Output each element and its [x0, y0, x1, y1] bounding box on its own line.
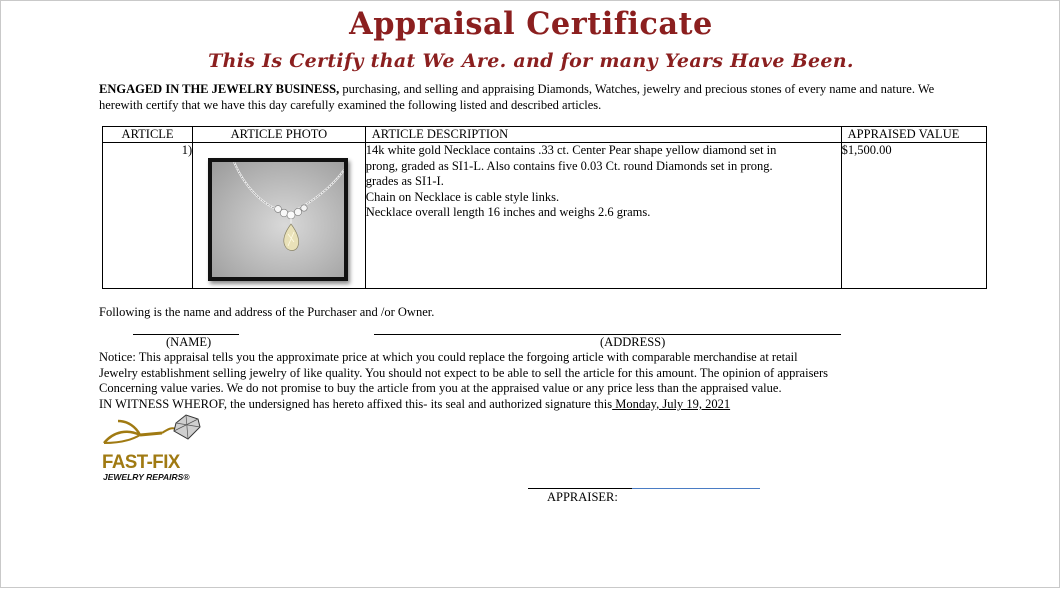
witness-date: Monday, July 19, 2021 — [612, 397, 731, 411]
owner-intro-text: Following is the name and address of the Purchaser and /or Owner. — [99, 305, 435, 319]
description-line: Chain on Necklace is cable style links. — [365, 189, 560, 204]
certificate-title: Appraisal Certificate — [349, 6, 713, 42]
notice-line: Notice: This appraisal tells you the approximate price at which you could replace the forgoing article with comparable merchandise at retail — [99, 350, 798, 364]
table-row — [103, 143, 987, 289]
intro-bold-text: ENGAGED IN THE JEWELRY BUSINESS, — [99, 82, 340, 96]
article-number: 1) — [103, 143, 193, 289]
header-appraised-value: APPRAISED VALUE — [841, 127, 986, 143]
notice-line: Jewelry establishment selling jewelry of like quality. You should not expect to be able to sell the article for this amount. The opinion of appraisers — [99, 365, 829, 380]
intro-paragraph — [99, 81, 959, 113]
necklace-image — [212, 162, 344, 277]
description-line: grades as SI1-I. — [365, 174, 444, 188]
appraiser-signature-line — [528, 488, 632, 489]
article-description — [365, 143, 841, 289]
description-line: prong, graded as SI1-L. Also contains five 0.03 Ct. round Diamonds set in prong. — [365, 158, 773, 173]
necklace-photo — [208, 158, 348, 281]
table-header-row — [103, 127, 987, 143]
header-article-photo: ARTICLE PHOTO — [193, 127, 366, 143]
description-line: 14k white gold Necklace contains .33 ct. Center Pear shape yellow diamond set in — [365, 143, 777, 157]
appraiser-signature-line-blue — [632, 488, 760, 489]
header-article-description: ARTICLE DESCRIPTION — [365, 127, 841, 143]
articles-table — [102, 126, 987, 289]
notice-line: Concerning value varies. We do not promise to buy the article from you at the appraised value or any price less than the appraised value. — [99, 381, 782, 395]
notice-paragraph — [99, 350, 899, 397]
appraiser-label: APPRAISER: — [547, 490, 618, 504]
certificate-subtitle: This Is Certify that We Are. and for many Years Have Been. — [208, 50, 854, 72]
address-label: (ADDRESS) — [600, 335, 666, 349]
name-label: (NAME) — [166, 335, 212, 349]
header-article: ARTICLE — [103, 127, 193, 143]
article-photo-cell — [193, 143, 366, 289]
description-line: Necklace overall length 16 inches and weighs 2.6 grams. — [365, 205, 651, 219]
logo-tagline: JEWELRY REPAIRS® — [103, 472, 190, 482]
witness-text: IN WITNESS WHEROF, the undersigned has hereto affixed this- its seal and authorized signature this — [99, 397, 613, 411]
logo-wordmark: FAST-FIX — [102, 452, 180, 473]
intro-text: purchasing, and selling and appraising Diamonds, Watches, jewelry and precious stones of every name and nature. We herewith certify that we have this day carefully examined the following listed and described articles. — [99, 82, 935, 112]
witness-statement — [99, 397, 730, 412]
appraised-value: $1,500.00 — [841, 143, 986, 289]
